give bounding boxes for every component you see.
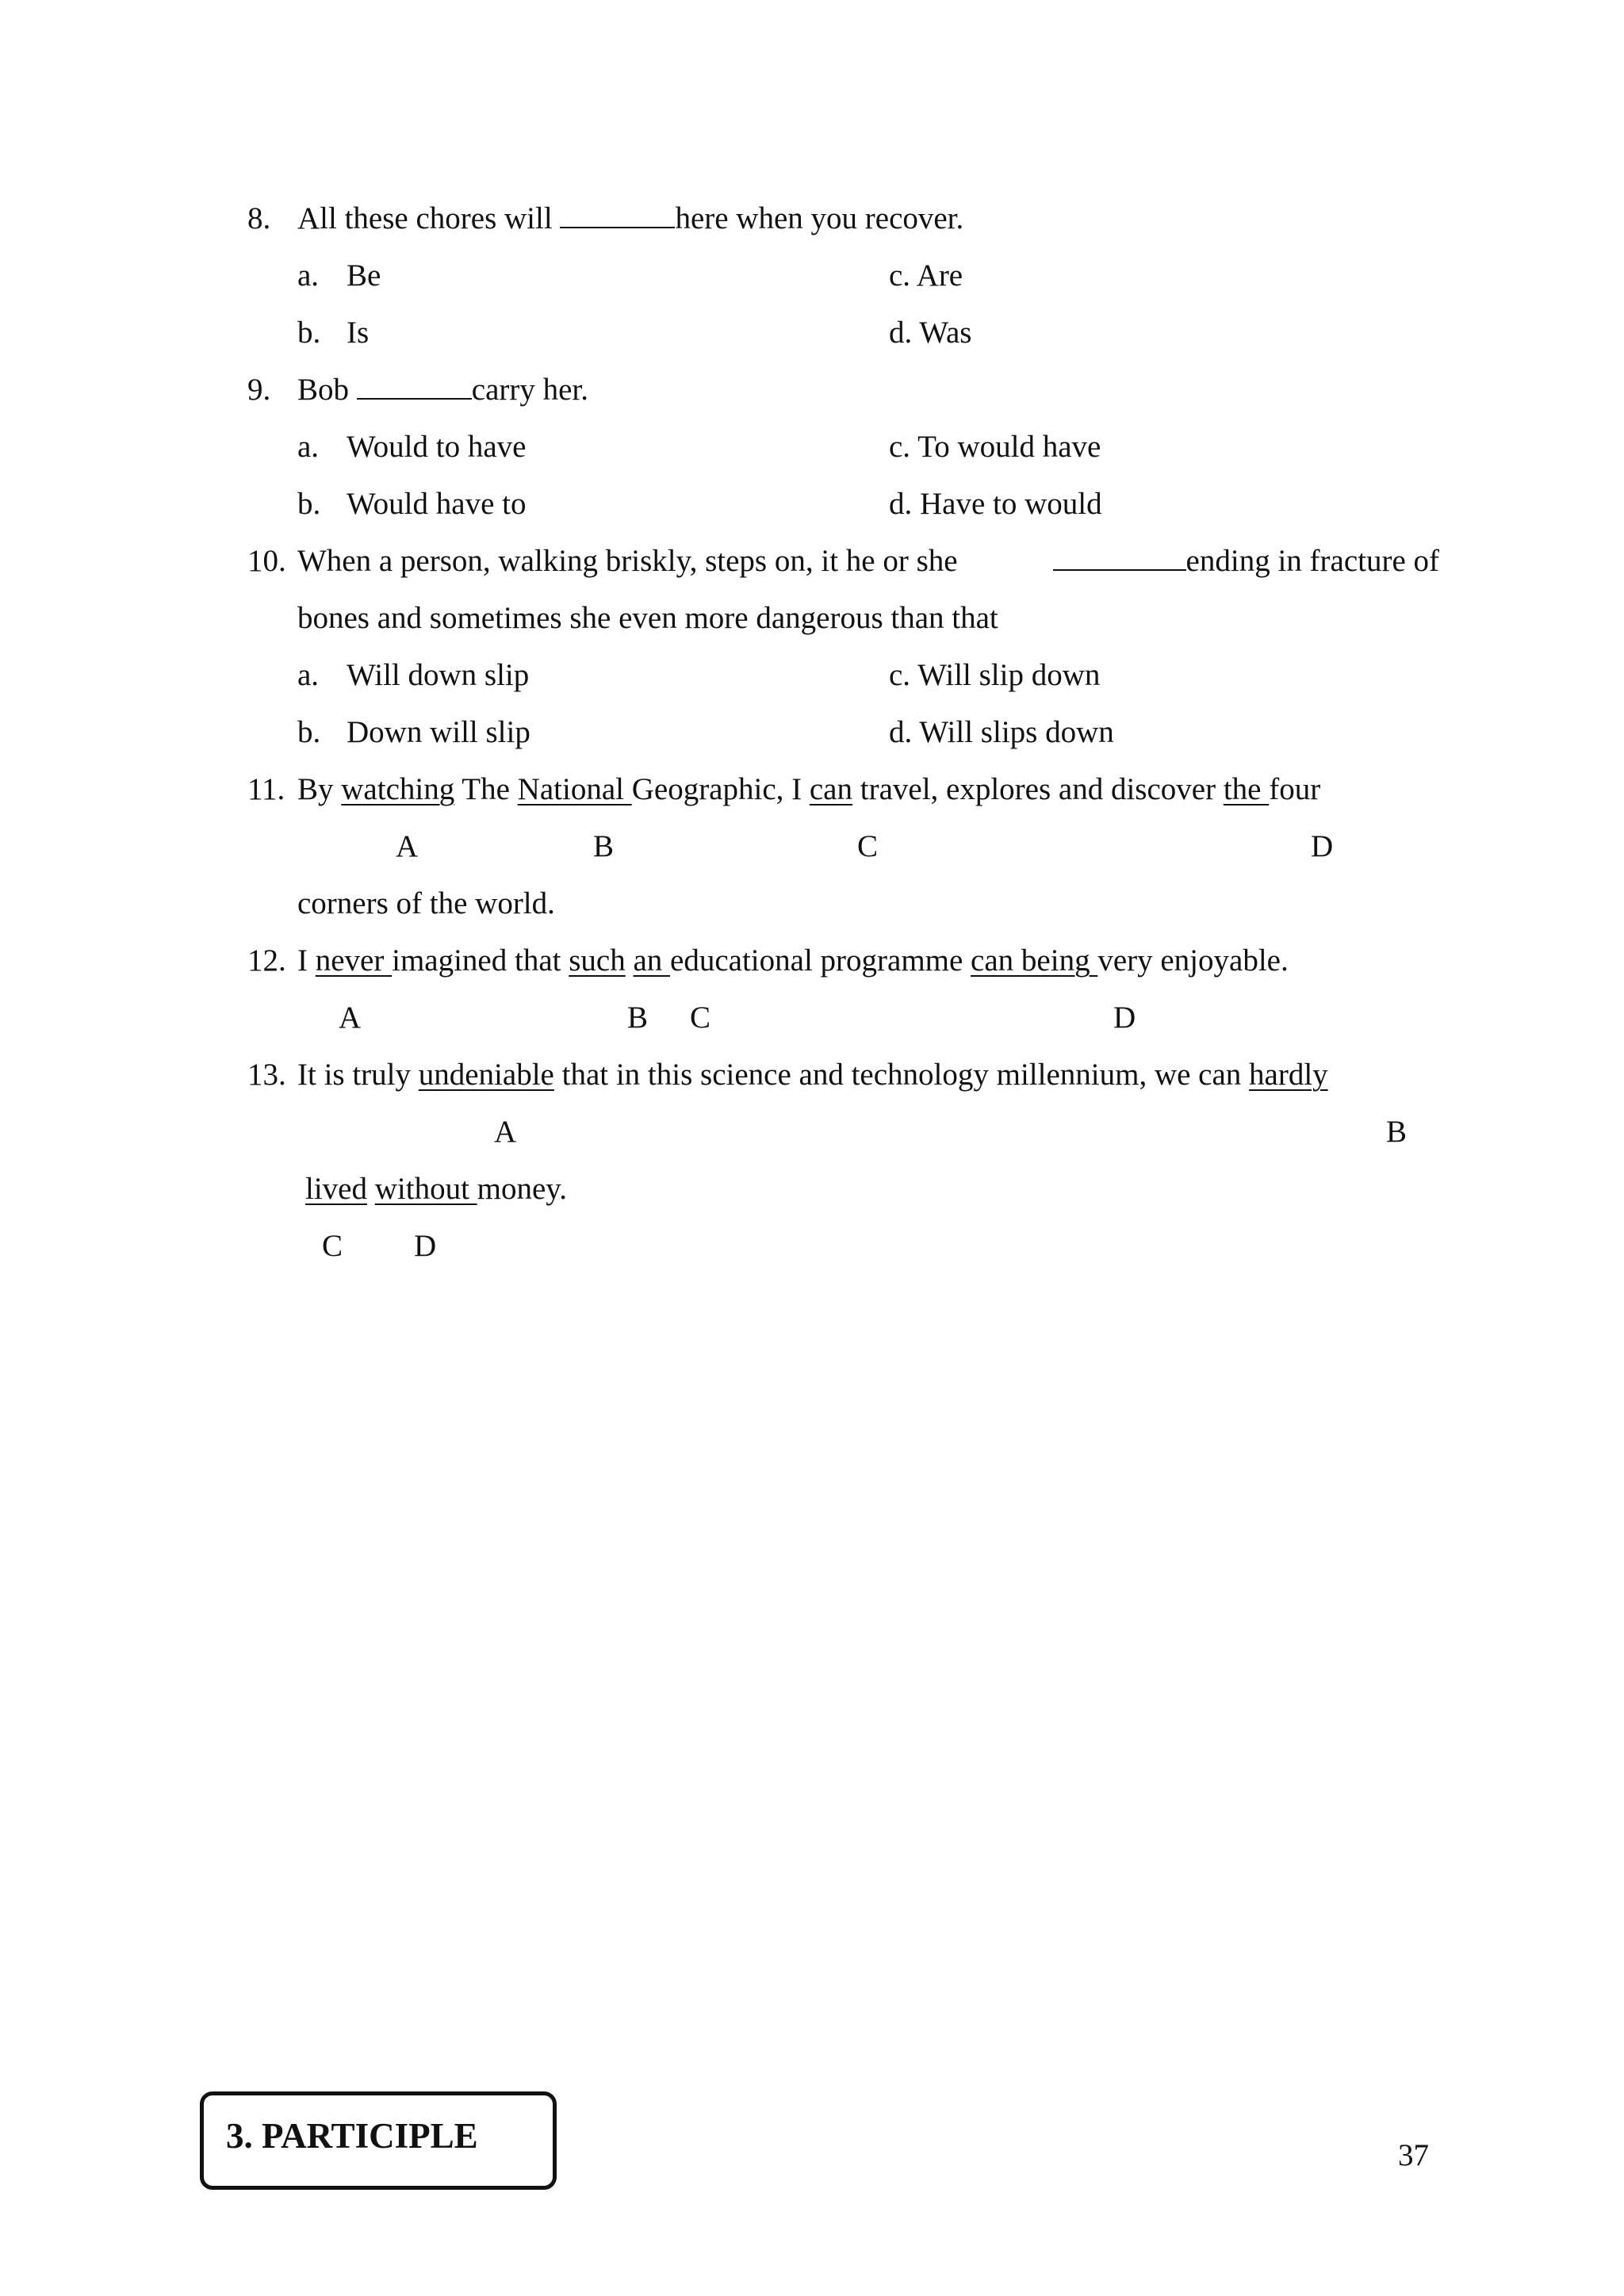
section-heading-title: 3. PARTICIPLE [226, 2116, 478, 2156]
question-10-option-c: c. Will slip down [889, 658, 1101, 692]
question-8-stem-after: here when you recover. [675, 201, 964, 235]
question-8-number: 8. [247, 201, 271, 235]
question-11-sentence-line2: corners of the world. [297, 886, 555, 920]
question-11-text: Geographic, I [631, 772, 810, 806]
question-11-letter-b: B [593, 829, 615, 863]
question-10-option-d: d. Will slips down [889, 715, 1114, 749]
question-12-text: very enjoyable. [1097, 943, 1289, 978]
question-12-letter-a: A [339, 1001, 362, 1035]
question-11-underlined-b: National [517, 772, 632, 806]
question-12-text: I [297, 943, 316, 978]
question-13-text: money. [477, 1172, 568, 1206]
question-9-number: 9. [247, 373, 271, 407]
question-10-stem-after: ending in fracture of [1185, 544, 1439, 578]
question-13-underlined-c: lived [305, 1172, 367, 1206]
question-8-stem-before: All these chores will [297, 201, 561, 235]
question-9-option-c: c. To would have [889, 430, 1101, 464]
question-12-underlined-b: such [569, 943, 626, 978]
question-12-text [626, 943, 634, 978]
question-8-option-a: Be [347, 258, 381, 293]
question-11-underlined-d: the [1223, 772, 1270, 806]
question-8-option-a-label: a. [297, 258, 320, 293]
question-9-option-b-label: b. [297, 487, 321, 521]
question-13-letter-b: B [1386, 1115, 1408, 1149]
question-9-stem-after: carry her. [471, 373, 589, 407]
question-12-sentence-line1 [297, 945, 1289, 976]
question-10-stem-before: When a person, walking briskly, steps on, it he or she [297, 544, 958, 578]
question-11-text: By [297, 772, 342, 806]
answer-blank [1053, 545, 1186, 571]
question-10-option-a-label: a. [297, 658, 320, 692]
question-12-letter-b: B [627, 1001, 649, 1035]
question-13-letter-c: C [322, 1229, 343, 1263]
question-10-stem-line1 [297, 545, 1439, 576]
question-11-letter-c: C [857, 829, 879, 863]
question-9-option-b: Would have to [347, 487, 527, 521]
question-12-underlined-a: never [315, 943, 393, 978]
question-11-letter-a: A [396, 829, 419, 863]
question-12-letter-c: C [690, 1001, 711, 1035]
question-12-number: 12. [247, 943, 286, 978]
question-10-option-b: Down will slip [347, 715, 530, 749]
question-8-option-d: d. Was [889, 316, 972, 350]
question-10-option-b-label: b. [297, 715, 321, 749]
question-12-text: imagined that [392, 943, 569, 978]
question-13-letter-d: D [414, 1229, 437, 1263]
question-11-text: travel, explores and discover [852, 772, 1224, 806]
question-8-option-b: Is [347, 316, 370, 350]
question-12-letter-d: D [1113, 1001, 1136, 1035]
question-13-letter-a: A [494, 1115, 517, 1149]
question-10-number: 10. [247, 544, 286, 578]
question-11-underlined-c: can [809, 772, 852, 806]
question-12-underlined-d: can being [971, 943, 1098, 978]
question-10-stem-line2: bones and sometimes she even more dangerous than that [297, 601, 998, 635]
question-11-letter-d: D [1311, 829, 1334, 863]
question-11-sentence-line1 [297, 774, 1320, 805]
question-11-number: 11. [247, 772, 285, 806]
question-11-text: four [1269, 772, 1321, 806]
answer-blank [357, 374, 472, 400]
question-13-text [367, 1172, 375, 1206]
question-11-underlined-a: watching [341, 772, 455, 806]
question-13-number: 13. [247, 1058, 286, 1092]
question-13-text: that in this science and technology millennium, we can [553, 1058, 1250, 1092]
question-8-option-b-label: b. [297, 316, 321, 350]
question-10-option-a: Will down slip [347, 658, 530, 692]
question-12-text: educational programme [670, 943, 971, 978]
question-13-text: It is truly [297, 1058, 419, 1092]
question-13-sentence-line2 [305, 1173, 567, 1204]
question-9-option-a-label: a. [297, 430, 320, 464]
question-9-stem [297, 374, 588, 405]
question-13-underlined-b: hardly [1249, 1058, 1328, 1092]
question-13-sentence-line1 [297, 1059, 1328, 1090]
question-13-underlined-a: undeniable [418, 1058, 554, 1092]
question-10-blank-and-after [1053, 545, 1439, 576]
page-number: 37 [1398, 2138, 1429, 2172]
question-13-underlined-d: without [374, 1172, 477, 1206]
question-9-option-a: Would to have [347, 430, 527, 464]
question-8-stem [297, 203, 963, 234]
answer-blank [560, 203, 675, 228]
question-9-option-d: d. Have to would [889, 487, 1102, 521]
question-12-underlined-c: an [633, 943, 671, 978]
question-9-stem-before: Bob [297, 373, 357, 407]
question-11-text: The [454, 772, 518, 806]
question-8-option-c: c. Are [889, 258, 963, 293]
